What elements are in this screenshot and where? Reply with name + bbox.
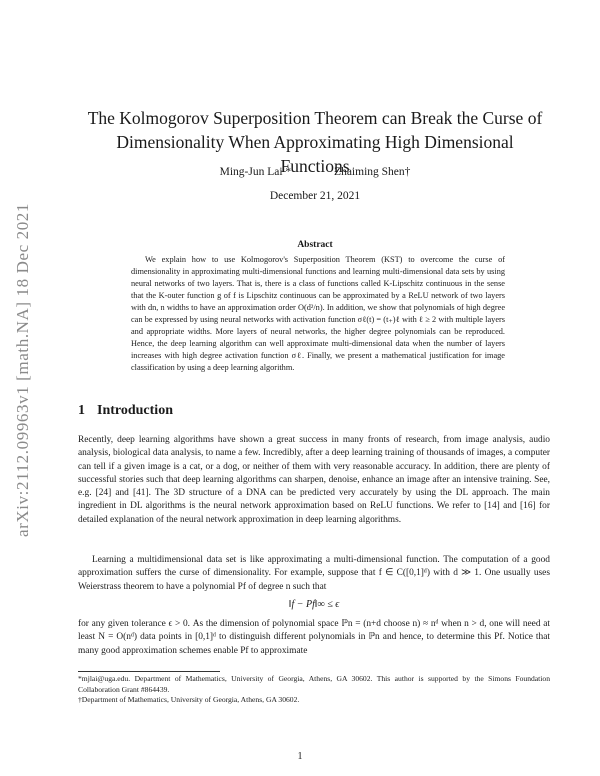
intro-paragraph-1: Recently, deep learning algorithms have shown a great success in many fronts of research, from image analysis, audio analysis, biological data analysis, to name a few. Incredibly, after a deep learning training of thousands of images, a computer can tell if a given image is a cat, or a dog, or neither of them with very reasonable accuracy. In addition, there are plenty of successful stories such that deep learning algorithms can sharpen, denoise, enhance an image after an intensive training. See, e.g. [24] and [41]. The 3D structure of a DNA can be predicted very accurately by using the DL approach. The main ingredient in DL algorithms is the neural network approximation based on ReLU functions. We refer to [14] and [16] for detailed explanation of the neural network approximation in deep learning algorithms.	[78, 435, 550, 525]
title-line-2: Dimensionality When Approximating High Dimensional Functions	[116, 132, 514, 176]
abstract-heading: Abstract	[297, 240, 333, 250]
title-line-1: The Kolmogorov Superposition Theorem can Break the Curse of	[87, 108, 543, 128]
intro-paragraph-3: for any given tolerance ϵ > 0. As the dimension of polynomial space ℙn = (n+d choose n) ≈ nᵈ when n > d, one will need at least N = O(nᵈ) data points in [0,1]ᵈ to distinguish different polynomials in ℙn and hence, to determine this Pf. Notice that many good approximation schemes enable Pf to approximate	[78, 619, 550, 656]
arxiv-sidebar-stamp	[10, 150, 36, 590]
author-list	[80, 166, 550, 178]
page-number: 1	[297, 751, 303, 762]
intro-paragraph-2: Learning a multidimensional data set is like approximating a multi-dimensional function. The computation of a good approximation suffers the curse of dimensionality. For example, suppose that f ∈ C([0,1]ᵈ) with d ≫ 1. One usually uses Weierstrass theorem to have a polynomial Pf of degree n such that	[78, 555, 550, 592]
author-1: Ming-Jun Lai *	[219, 166, 292, 178]
section-number: 1	[78, 403, 85, 418]
footnote-1: *mjlai@uga.edu. Department of Mathematics, University of Georgia, Athens, GA 30602. This author is supported by the Simons Foundation Collaboration Grant #864439.	[78, 674, 550, 694]
abstract-text: We explain how to use Kolmogorov's Superposition Theorem (KST) to overcome the curse of dimensionality in approximating multi-dimensional functions and learning multi-dimensional data sets by using neural networks of two layers. That is, there is a class of functions called K-Lipschitz continuous in the sense that the K-outer function g of f is Lipschitz continuous can be approximated by a ReLU network of two layers with dn, n widths to have an approximation order O(d²/n). In addition, we show that polynomials of high degree can be expressed by using neural networks with activation function σℓ(t) = (t₊)ℓ with ℓ ≥ 2 with multiple layers and appropriate widths. More layers of neural networks, the higher degree polynomials can be reproduced. Hence, the deep learning algorithm can well approximate multi-dimensional data when the number of layers increases with high degree activation function σℓ. Finally, we present a mathematical justification for image classification by using a deep learning algorithm.	[131, 255, 505, 372]
section-title: Introduction	[97, 403, 173, 418]
footnote-2: †Department of Mathematics, University of Georgia, Athens, GA 30602.	[78, 695, 300, 704]
display-equation: ‖f − Pf‖∞ ≤ ϵ	[288, 599, 340, 610]
section-heading	[78, 403, 173, 419]
paper-date: December 21, 2021	[269, 190, 361, 202]
author-2: Zhaiming Shen†	[334, 166, 411, 178]
arxiv-identifier: arXiv:2112.09963v1 [math.NA] 18 Dec 2021	[13, 202, 32, 538]
footnote-rule	[78, 671, 220, 672]
